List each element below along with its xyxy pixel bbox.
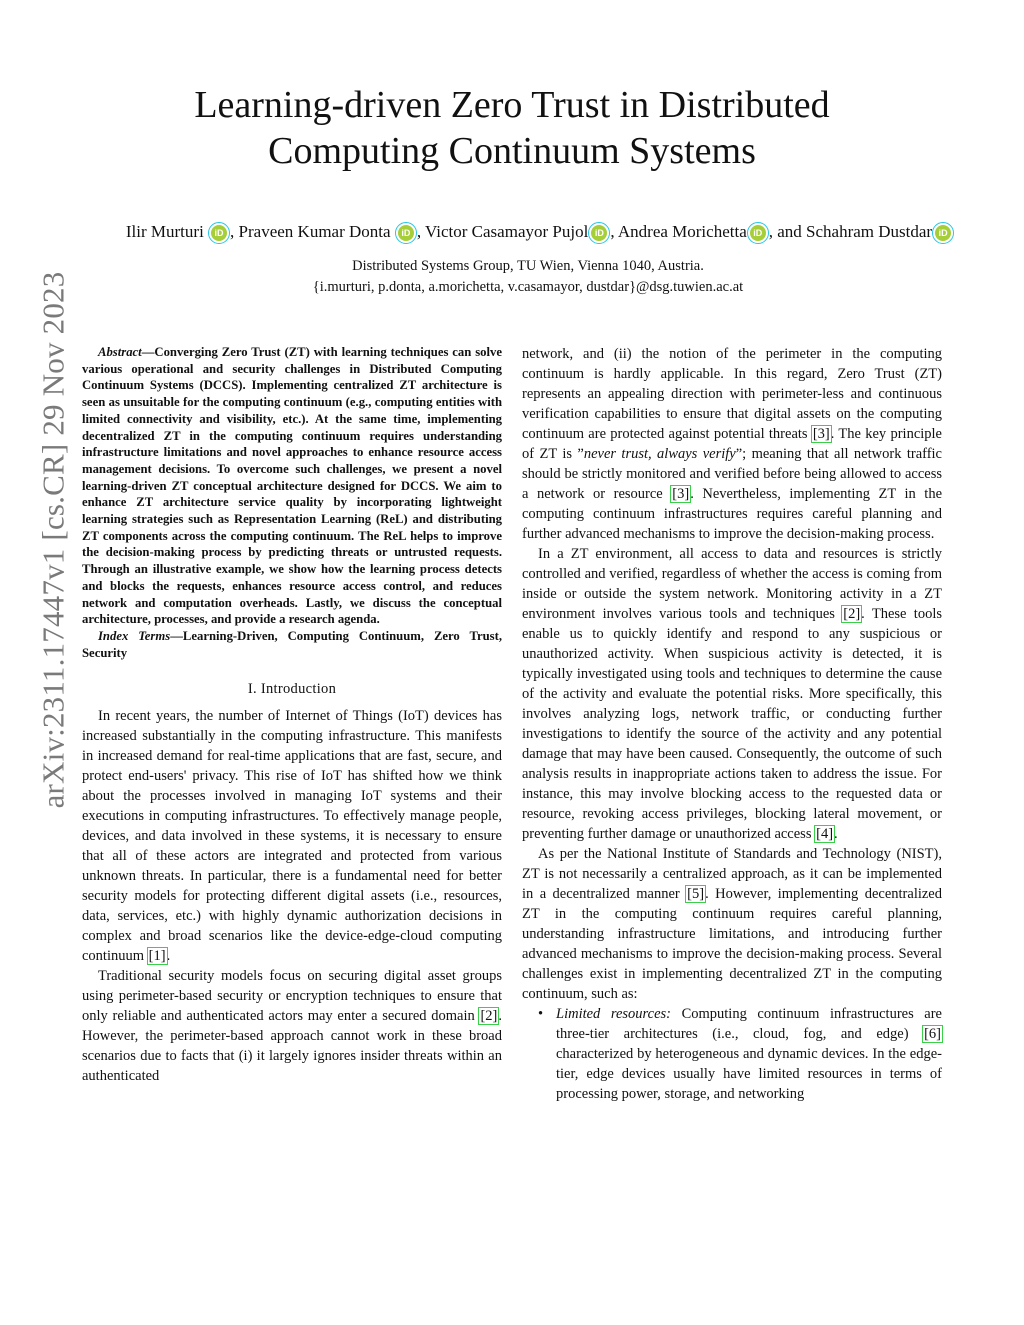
orcid-icon[interactable]: iD: [591, 225, 607, 241]
index-terms-label: Index Terms: [98, 628, 171, 643]
paragraph-text: ”; meaning that all network traffic should be strictly monitored and verified before being allowed to access a network or resource: [522, 446, 942, 502]
paper-title: Learning-driven Zero Trust in Distributed Computing Continuum Systems: [194, 84, 830, 172]
challenge-list: [522, 1004, 942, 1104]
intro-paragraph-5: [522, 844, 942, 1004]
citation-link[interactable]: [3]: [672, 486, 690, 502]
paragraph-text: As per the National Institute of Standards and Technology (NIST), ZT is not necessarily a centralized approach, as it can be implemented in a decentralized manner: [522, 846, 942, 902]
author-separator: ,: [416, 222, 426, 241]
citation-link[interactable]: [1]: [148, 948, 166, 965]
citation-link[interactable]: [2]: [480, 1008, 498, 1025]
author-name: Ilir Murturi: [125, 222, 204, 241]
abstract-label: Abstract: [98, 345, 142, 359]
index-terms: [82, 628, 502, 661]
paragraph-text: Computing continuum infrastructures are three-tier architectures (i.e., cloud, fog, and edge): [556, 1006, 942, 1042]
author-separator: , and: [768, 222, 807, 241]
intro-paragraph-1: [82, 706, 502, 966]
abstract: [82, 344, 502, 628]
paragraph-text: In recent years, the number of Internet of Things (IoT) devices has increased substantially in the computing infrastructure. This manifests in increased demand for real-time applications that are fast, secure, and protect end-users' privacy. This rise of IoT has shifted how we think about the processes involved in managing IoT systems and their executions in computing infrastructures. To effectively manage people, devices, and data involved in these systems, it is necessary to ensure that all of these actors are integrated and protected from various unknown threats. In particular, there is a fundamental need for better security models for protecting different digital assets (i.e., resources, data, services, etc.) with highly dynamic authorization decisions in complex and broad scenarios like the device-edge-cloud computing continuum: [82, 708, 502, 965]
paragraph-text: In a ZT environment, all access to data and resources is strictly controlled and verified, regardless of whether the access is coming from inside or outside the system network. Monitoring activity in a ZT environment involves various tools and techniques: [522, 546, 942, 622]
author-separator: ,: [610, 222, 618, 241]
paragraph-text: characterized by heterogeneous and dynamic devices. In the edge-tier, edge devices usually have limited resources in terms of processing power, storage, and networking: [556, 1046, 942, 1102]
section-heading-introduction: I. Introduction: [247, 681, 337, 698]
intro-paragraph-3: [522, 344, 942, 544]
index-terms-text: —Learning-Driven, Computing Continuum, Zero Trust, Security: [82, 628, 502, 660]
paragraph-text: . The key principle of ZT is ”: [522, 426, 942, 462]
paragraph-text: . However, implementing decentralized ZT in the computing continuum requires careful planning, understanding infrastructure limitations, and introducing further advanced mechanisms to improve the decision-making process. Several challenges exist in implementing decentralized ZT in the computing continuum, such as:: [522, 886, 942, 1002]
orcid-icon[interactable]: iD: [398, 225, 414, 241]
paragraph-text: . However, the perimeter-based approach cannot work in these broad scenarios due to facts that (i) it largely ignores insider threats within an authenticated: [82, 1008, 502, 1085]
left-column: [82, 344, 502, 1086]
citation-link[interactable]: [6]: [924, 1026, 941, 1042]
author-name: Schahram Dustdar: [806, 222, 933, 241]
paragraph-text: .: [166, 948, 171, 965]
list-item: [556, 1004, 942, 1104]
abstract-text: —Converging Zero Trust (ZT) with learning techniques can solve various operational and security challenges in Distributed Computing Continuum Systems (DCCS). Implementing centralized ZT architecture is seen as unsuitable for the computing continuum (e.g., computing entities with limited connectivity and visibility, etc.). At the same time, implementing decentralized ZT in the computing continuum requires understanding infrastructure limitations and novel approaches to enhance resource access management decisions. To overcome such challenges, we present a novel learning-driven ZT conceptual architecture designed for DCCS. We aim to enhance ZT architecture service quality by incorporating lightweight learning strategies such as Representation Learning (ReL) and distributing ZT components across the computing continuum. The ReL helps to improve the decision-making process by predicting threats or untrusted requests. Through an illustrative example, we show how the learning process detects and blocks the requests, enhances resource access control, and reduces network and computation overheads. Lastly, we discuss the conceptual architecture, processes, and provide a research agenda.: [82, 345, 502, 627]
orcid-icon[interactable]: iD: [211, 225, 227, 241]
intro-paragraph-2: [82, 966, 502, 1086]
orcid-icon[interactable]: iD: [935, 225, 951, 241]
citation-link[interactable]: [5]: [687, 886, 705, 902]
citation-link[interactable]: [2]: [843, 606, 861, 622]
list-item-term: Limited resources:: [556, 1006, 672, 1022]
paragraph-text: Traditional security models focus on securing digital asset groups using perimeter-based security or encryption techniques to ensure that only reliable and authenticated actors may enter a secured domain: [82, 968, 502, 1025]
author-separator: ,: [230, 222, 239, 241]
intro-paragraph-4: [522, 544, 942, 844]
paragraph-text: . These tools enable us to quickly identify and respond to any suspicious or unauthorized activity. When suspicious activity is detected, it is typically investigated using tools and techniques to determine the cause of the activity and evaluate the potential risks. More specifically, this involves analyzing logs, network traffic, or conducting further investigations to identify the source of the activity and any potential damage that may have been caused. Consequently, the outcome of such analysis results in inappropriate actions taken to address the issue. For instance, this may involve blocking access to the requested data or resource, revoking access privileges, blocking lateral movement, or preventing further damage or unauthorized access: [522, 606, 942, 842]
author-emails: {i.murturi, p.donta, a.morichetta, v.casamayor, dustdar}@dsg.tuwien.ac.at: [312, 279, 744, 295]
affiliation-block: [0, 256, 1024, 298]
paragraph-text: .: [834, 826, 838, 842]
author-list: [60, 222, 1020, 242]
author-name: Andrea Morichetta: [617, 222, 747, 241]
paragraph-text: network, and (ii) the notion of the perimeter in the computing continuum is hardly applicable. In this regard, Zero Trust (ZT) represents an appealing direction with perimeter-less and continuous verification capabilities to ensure that digital assets on the computing continuum are protected against potential threats: [522, 346, 942, 442]
arxiv-identifier[interactable]: arXiv:2311.17447v1 [cs.CR] 29 Nov 2023: [35, 271, 71, 809]
paragraph-text: . Nevertheless, implementing ZT in the computing continuum infrastructures requires careful planning and further advanced mechanisms to improve the decision-making process.: [522, 486, 943, 542]
right-column: [522, 344, 942, 1104]
emphasis-text: never trust, always verify: [583, 446, 736, 462]
citation-link[interactable]: [3]: [812, 426, 830, 442]
author-name: Victor Casamayor Pujol: [425, 222, 589, 241]
author-name: Praveen Kumar Donta: [238, 222, 391, 241]
orcid-icon[interactable]: iD: [750, 225, 766, 241]
citation-link[interactable]: [4]: [816, 826, 834, 842]
affiliation: Distributed Systems Group, TU Wien, Vienna 1040, Austria.: [352, 258, 704, 274]
